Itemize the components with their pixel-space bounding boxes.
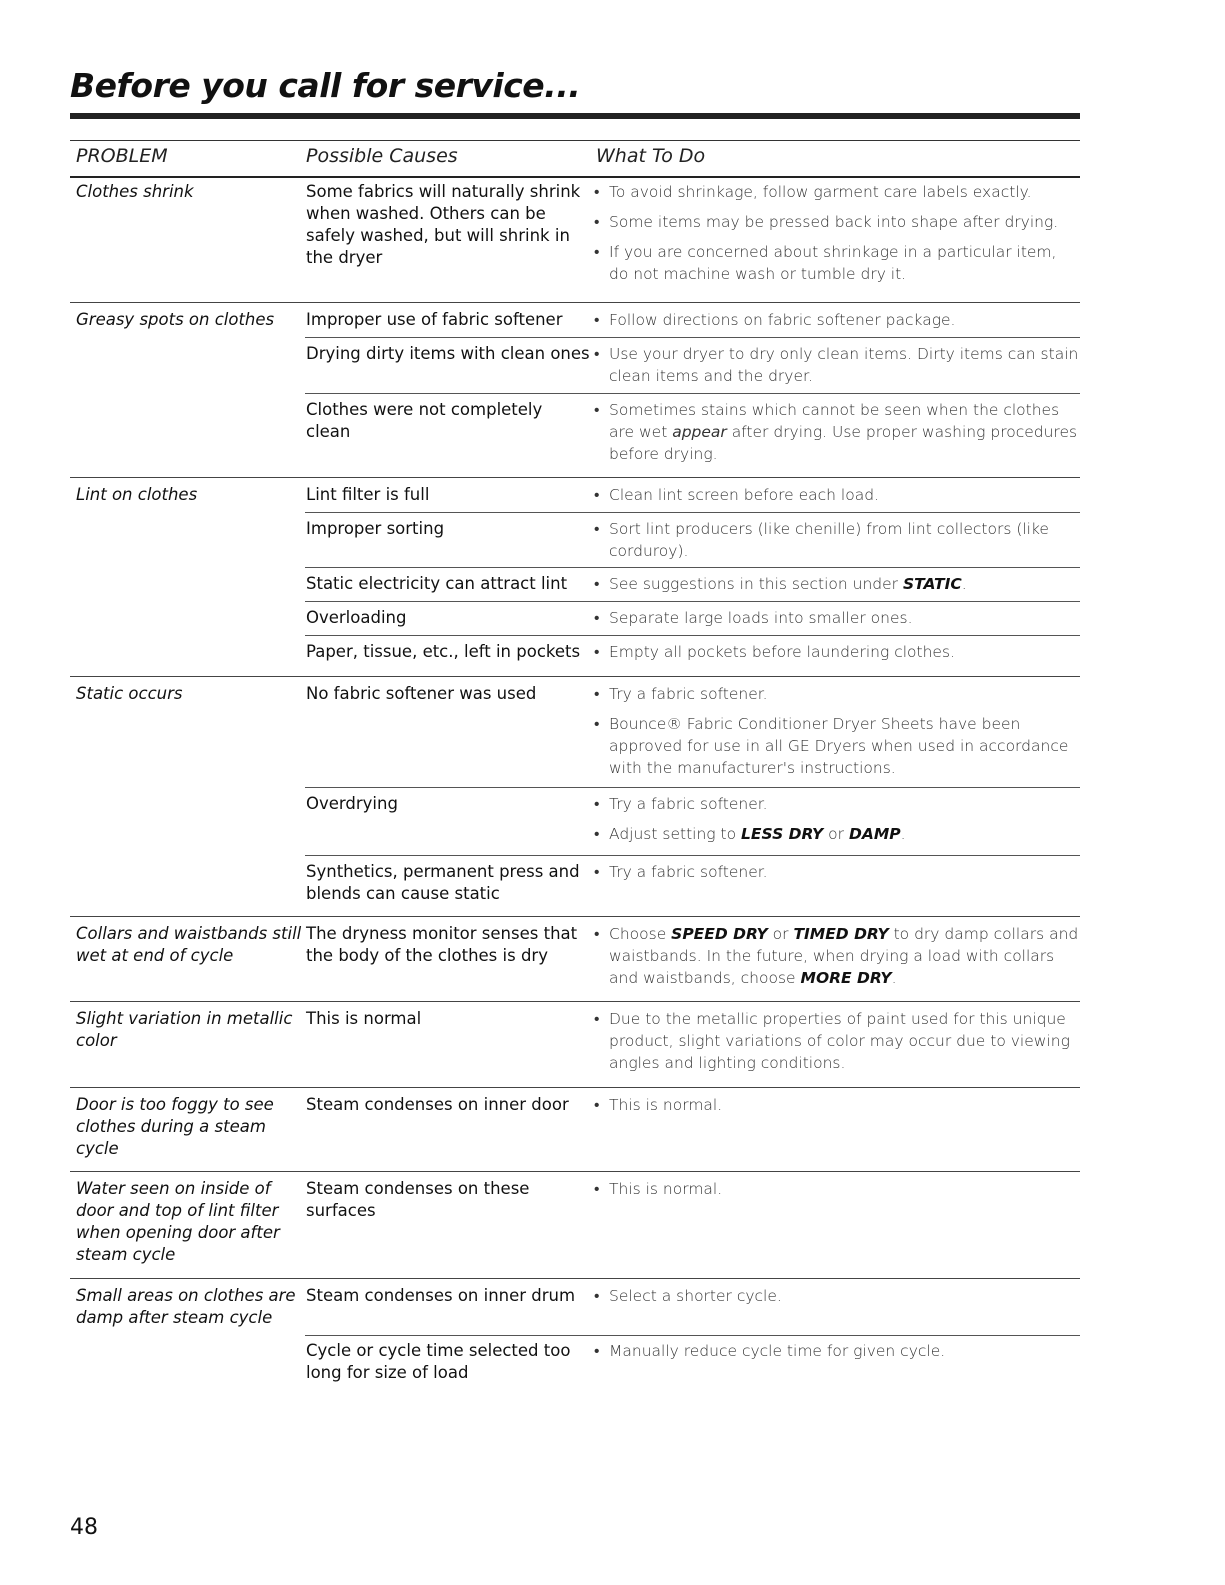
row-divider (70, 676, 1080, 677)
todo-item: • If you are concerned about shrinkage in a particular item, do not machine wash or tumble dry it. (594, 241, 1079, 285)
row-divider (70, 1278, 1080, 1279)
row-divider (70, 916, 1080, 917)
row-divider (70, 477, 1080, 478)
column-header-what-to-do: What To Do (596, 145, 706, 167)
todo-list (594, 518, 1079, 562)
todo-item: • Follow directions on fabric softener package. (594, 309, 1079, 331)
todo-item: • Clean lint screen before each load. (594, 484, 1079, 506)
todo-item: • Separate large loads into smaller ones. (594, 607, 1079, 629)
problem-water-on-door: Water seen on inside of door and top of lint filter when opening door after steam cycle (76, 1179, 280, 1264)
todo-item: • Due to the metallic properties of paint used for this unique product, slight variations of color may occur due to viewing angles and lighting conditions. (594, 1008, 1079, 1074)
todo-list (594, 399, 1079, 465)
title-rule (70, 113, 1080, 119)
todo-list (594, 1008, 1079, 1074)
column-header-problem: PROBLEM (76, 145, 168, 167)
todo-list (594, 181, 1079, 285)
page-title: Before you call for service... (70, 66, 581, 105)
sub-divider (305, 601, 1080, 602)
row-divider (70, 1171, 1080, 1172)
row-divider (70, 1087, 1080, 1088)
todo-list (594, 641, 1079, 663)
todo-item: • Try a fabric softener. (594, 793, 1079, 815)
todo-item: • Manually reduce cycle time for given cycle. (594, 1340, 1079, 1362)
todo-list (594, 861, 1079, 883)
header-bottom-rule (70, 176, 1080, 178)
cause-text: Steam condenses on inner drum (306, 1286, 576, 1305)
cause-text: Overloading (306, 608, 407, 627)
row-divider (70, 1001, 1080, 1002)
todo-list (594, 343, 1079, 387)
todo-item: • Choose SPEED DRY or TIMED DRY to dry damp collars and waistbands. In the future, when drying a load with collars and waistbands, choose MORE DRY. (594, 923, 1079, 989)
cause-text: Drying dirty items with clean ones (306, 344, 590, 363)
cause-text: No fabric softener was used (306, 684, 537, 703)
sub-divider (305, 567, 1080, 568)
todo-list (594, 573, 1079, 595)
cause-text: Overdrying (306, 794, 398, 813)
todo-item: • Sort lint producers (like chenille) from lint collectors (like corduroy). (594, 518, 1079, 562)
todo-item: • See suggestions in this section under STATIC. (594, 573, 1079, 595)
cause-text: Improper sorting (306, 519, 445, 538)
todo-list (594, 1285, 1079, 1307)
todo-item: • Sometimes stains which cannot be seen when the clothes are wet appear after drying. Use proper washing procedures before drying. (594, 399, 1079, 465)
todo-item: • To avoid shrinkage, follow garment care labels exactly. (594, 181, 1079, 203)
cause-text: Paper, tissue, etc., left in pockets (306, 642, 581, 661)
problem-lint-on-clothes: Lint on clothes (76, 485, 198, 504)
row-divider (70, 302, 1080, 303)
cause-text: This is normal (306, 1009, 422, 1028)
problem-static-occurs: Static occurs (76, 684, 183, 703)
problem-collars-wet: Collars and waistbands still wet at end of cycle (76, 924, 302, 965)
cause-text: Some fabrics will naturally shrink when washed. Others can be safely washed, but will shrink in the dryer (306, 182, 581, 267)
todo-list (594, 923, 1079, 989)
todo-item: • Try a fabric softener. (594, 861, 1079, 883)
problem-foggy-door: Door is too foggy to see clothes during a steam cycle (76, 1095, 274, 1158)
cause-text: Static electricity can attract lint (306, 574, 568, 593)
todo-list (594, 1094, 1079, 1116)
todo-item: • Empty all pockets before laundering clothes. (594, 641, 1079, 663)
todo-item: • This is normal. (594, 1094, 1079, 1116)
sub-divider (305, 337, 1080, 338)
problem-metallic-color: Slight variation in metallic color (76, 1009, 293, 1050)
sub-divider (305, 512, 1080, 513)
header-top-rule (70, 140, 1080, 141)
cause-text: Steam condenses on these surfaces (306, 1179, 530, 1220)
todo-item: • Some items may be pressed back into shape after drying. (594, 211, 1079, 233)
todo-item: • Use your dryer to dry only clean items. Dirty items can stain clean items and the dryer. (594, 343, 1079, 387)
sub-divider (305, 635, 1080, 636)
todo-item: • Select a shorter cycle. (594, 1285, 1079, 1307)
column-header-possible-causes: Possible Causes (306, 145, 458, 167)
todo-list (594, 1340, 1079, 1362)
cause-text: The dryness monitor senses that the body of the clothes is dry (306, 924, 578, 965)
sub-divider (305, 855, 1080, 856)
todo-list (594, 683, 1079, 779)
todo-item: • This is normal. (594, 1178, 1079, 1200)
todo-list (594, 607, 1079, 629)
problem-clothes-shrink: Clothes shrink (76, 182, 194, 201)
cause-text: Lint filter is full (306, 485, 430, 504)
sub-divider (305, 1335, 1080, 1336)
todo-item: • Adjust setting to LESS DRY or DAMP. (594, 823, 1079, 845)
cause-text: Clothes were not completely clean (306, 400, 543, 441)
cause-text: Cycle or cycle time selected too long for size of load (306, 1341, 571, 1382)
cause-text: Synthetics, permanent press and blends can cause static (306, 862, 580, 903)
todo-list (594, 484, 1079, 506)
page-number: 48 (70, 1515, 98, 1540)
problem-damp-after-steam: Small areas on clothes are damp after steam cycle (76, 1286, 296, 1327)
todo-list (594, 1178, 1079, 1200)
cause-text: Steam condenses on inner door (306, 1095, 569, 1114)
todo-list (594, 793, 1079, 845)
todo-list (594, 309, 1079, 331)
sub-divider (305, 393, 1080, 394)
todo-item: • Try a fabric softener. (594, 683, 1079, 705)
sub-divider (305, 787, 1080, 788)
cause-text: Improper use of fabric softener (306, 310, 563, 329)
problem-greasy-spots: Greasy spots on clothes (76, 310, 275, 329)
todo-item: • Bounce® Fabric Conditioner Dryer Sheets have been approved for use in all GE Dryers when used in accordance with the manufacturer's instructions. (594, 713, 1079, 779)
